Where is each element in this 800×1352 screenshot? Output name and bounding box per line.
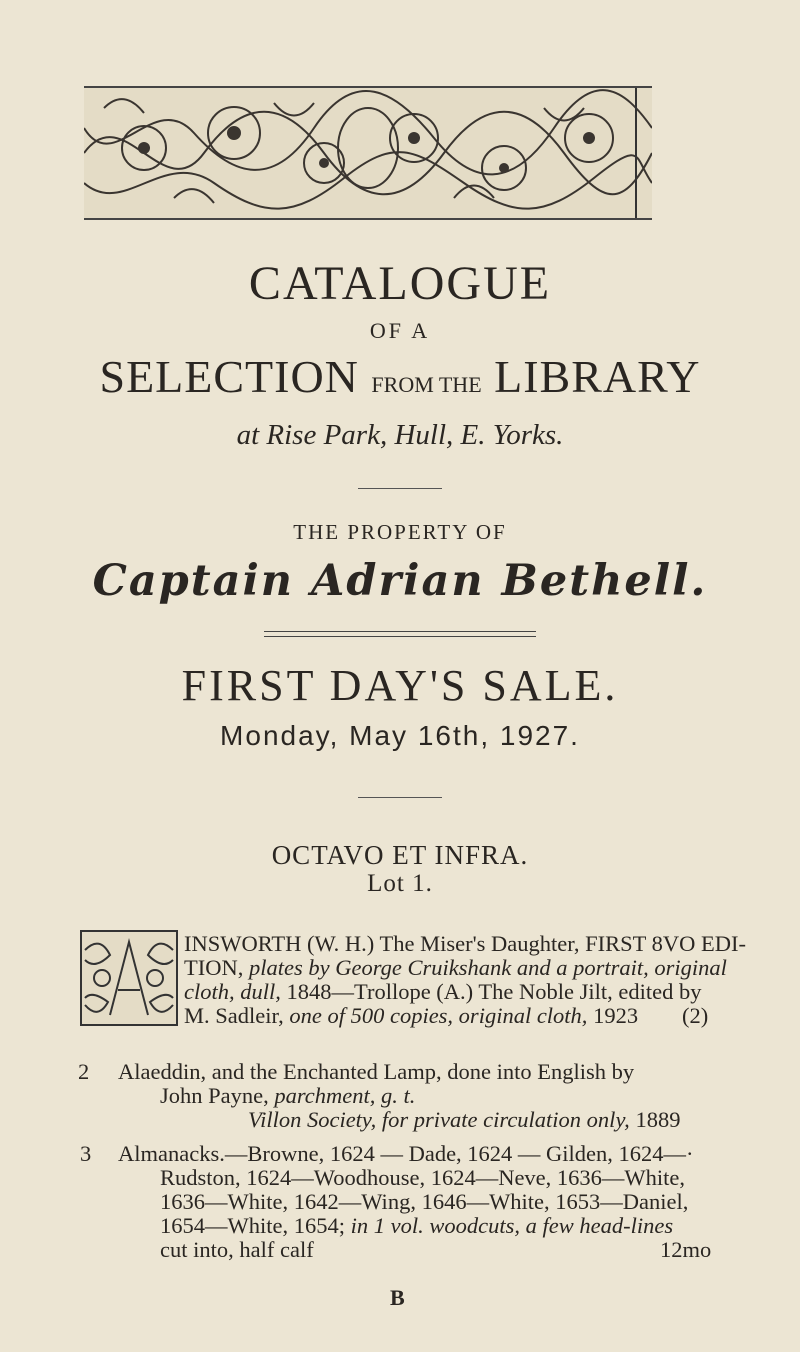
sale-date: Monday, May 16th, 1927. (220, 720, 580, 751)
from-the-word: FROM THE (371, 372, 482, 397)
lot-3-line-1: Almanacks.—Browne, 1624 — Dade, 1624 — Gilden, 1624—· (118, 1141, 694, 1166)
lot-3-line-5: cut into, half calf (160, 1237, 314, 1262)
lot-text: 1654—White, 1654; (160, 1213, 351, 1238)
lot-1-line-1: INSWORTH (W. H.) The Miser's Daughter, FIRST 8VO EDI- (184, 931, 746, 956)
selection-word: SELECTION (99, 351, 359, 402)
double-rule (0, 631, 800, 637)
lot-text: M. Sadleir, (184, 1003, 290, 1028)
of-a-subtitle: OF A (369, 318, 431, 343)
lot-3-size: 12mo (660, 1237, 712, 1262)
lot-text: parchment, g. t. (274, 1083, 416, 1108)
lot-3-number: 3 (80, 1141, 92, 1166)
lot-text: 1848—Trollope (A.) The Noble Jilt, edited by (280, 979, 702, 1004)
lot-2-line-3 (248, 1108, 680, 1132)
section-heading: OCTAVO ET INFRA. (271, 840, 529, 870)
lot-text: 1923 (587, 1003, 639, 1028)
lot-text: Villon Society, for private circulation only, (248, 1107, 630, 1132)
library-word: LIBRARY (494, 351, 701, 402)
lot-text: one of 500 copies, original cloth, (289, 1003, 588, 1028)
ornamental-headpiece (84, 86, 652, 220)
selection-heading (0, 350, 800, 403)
lot-2-line-2 (160, 1084, 415, 1108)
lot-text: in 1 vol. woodcuts, a few head-lines (350, 1213, 674, 1238)
lot-text: John Payne, (160, 1083, 275, 1108)
lot-3-line-3: 1636—White, 1642—Wing, 1646—White, 1653—Daniel, (160, 1189, 689, 1214)
signature-mark: B (390, 1285, 405, 1310)
decorated-initial-icon (80, 930, 178, 1026)
lot-text: 1889 (629, 1107, 681, 1132)
lot-2-number: 2 (78, 1059, 90, 1084)
lot-text: TION, (184, 955, 249, 980)
property-line: THE PROPERTY OF (293, 520, 507, 544)
sale-title: FIRST DAY'S SALE. (181, 661, 619, 710)
lot-1-line-2 (184, 956, 727, 980)
divider-rule (0, 488, 800, 489)
lot-1-line-4 (184, 1004, 638, 1028)
lot-text: plates by George Cruikshank and a portrait, original (248, 955, 727, 980)
divider-rule (0, 797, 800, 798)
lot-3-line-2: Rudston, 1624—Woodhouse, 1624—Neve, 1636—White, (160, 1165, 686, 1190)
catalogue-title: CATALOGUE (248, 257, 552, 310)
lot-1-line-3 (184, 980, 701, 1004)
lot-3-line-4 (160, 1214, 673, 1238)
library-location: at Rise Park, Hull, E. Yorks. (236, 419, 564, 451)
lot-label: Lot 1. (367, 870, 433, 897)
lot-1-count: (2) (682, 1003, 709, 1028)
lot-2-line-1: Alaeddin, and the Enchanted Lamp, done into English by (118, 1059, 635, 1084)
owner-name: Captain Adrian Bethell. (92, 556, 708, 606)
lot-text: cloth, dull, (184, 979, 281, 1004)
